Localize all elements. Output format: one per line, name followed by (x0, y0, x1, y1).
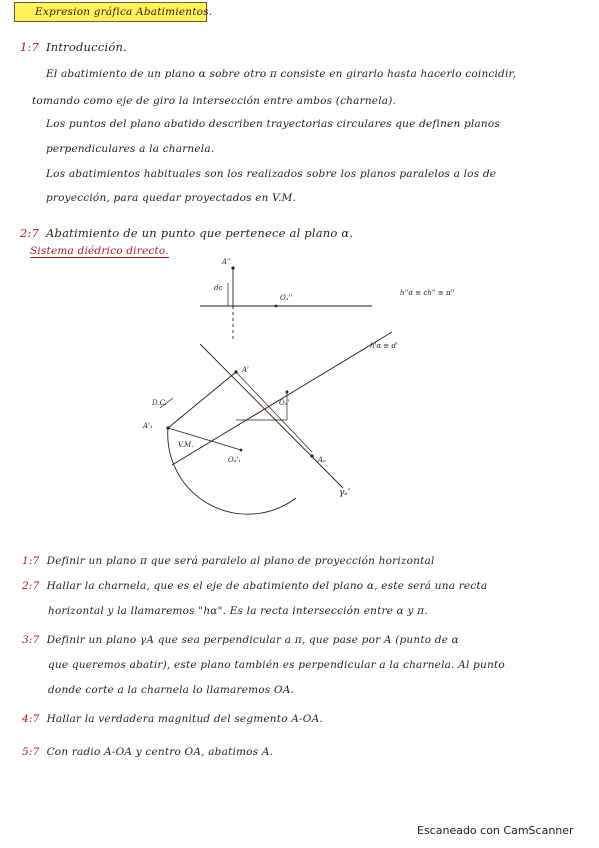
label-charnela-right: h'α ≡ d' (370, 342, 398, 350)
label-gamma: γₐ' (339, 488, 351, 498)
point-oa-prime (286, 391, 289, 394)
point-ao (310, 454, 313, 457)
point-a-abatido (166, 426, 169, 429)
step-4: 4:7 Hallar la verdadera magnitud del segmento A-OA. (22, 713, 323, 725)
scanner-watermark: Escaneado con CamScanner (417, 824, 574, 837)
label-oa-abatido: Oₐ'₁ (228, 456, 242, 464)
step-3-line-3: donde corte a la charnela lo llamaremos OA. (48, 684, 295, 696)
page-title: Expresion gráfica Abatimientos. (35, 6, 213, 18)
label-charnela-top: h''α ≡ ch'' ≡ π'' (400, 289, 455, 297)
a-ao-line (236, 372, 312, 452)
section1-line: Los puntos del plano abatido describen trayectorias circulares que definen planos (46, 118, 500, 130)
label-oa-double-prime: Oₐ'' (280, 294, 293, 302)
point-oa-abatido (240, 449, 243, 452)
label-vm: V.M. (178, 441, 194, 449)
label-a-prime: A' (242, 366, 249, 374)
gamma-plane-line (200, 344, 343, 488)
label-dc-left: D.C. (152, 399, 167, 407)
section1-line: Los abatimientos habituales son los realizados sobre los planos paralelos a los de (46, 168, 497, 180)
section1-line: proyección, para quedar proyectados en V.M. (46, 192, 297, 204)
section1-heading: Introducción. (46, 40, 127, 54)
a-to-abatido-line (168, 372, 236, 428)
point-a-double-prime (231, 266, 234, 269)
section1-line: El abatimiento de un plano α sobre otro π consiste en girarlo hasta hacerlo coincidir, (46, 68, 517, 80)
section1-line: tomando como eje de giro la intersección entre ambos (charnela). (32, 95, 397, 107)
section2-number: 2:7 (20, 226, 40, 240)
step-3: 3:7 Definir un plano γA que sea perpendicular a π, que pase por A (punto de α (22, 634, 459, 646)
step-5: 5:7 Con radio A-OA y centro OA, abatimos A. (22, 746, 274, 758)
label-ao: Aₒ (318, 456, 326, 464)
section2-heading: Abatimiento de un punto que pertenece al plano α. (46, 226, 354, 240)
point-oa-double-prime (275, 305, 278, 308)
point-a-prime (234, 370, 237, 373)
section1-number: 1:7 (20, 40, 40, 54)
label-oa-prime: Oₐ' (279, 399, 290, 407)
step-1: 1:7 Definir un plano π que será paralelo al plano de proyección horizontal (22, 555, 435, 567)
step-2: 2:7 Hallar la charnela, que es el eje de abatimiento del plano α, este será una recta (22, 580, 488, 592)
section2-subheading: Sistema diédrico directo. (30, 245, 169, 257)
step-3-line-2: que queremos abatir), este plano también es perpendicular a la charnela. Al punto (48, 659, 505, 671)
label-a-abatido: A'₁ (143, 422, 153, 430)
section1-line: perpendiculares a la charnela. (46, 143, 215, 155)
step-2-line-2: horizontal y la llamaremos "hα". Es la recta intersección entre α y π. (48, 605, 428, 617)
label-dc: dc (214, 284, 223, 292)
label-a-double-prime: A'' (222, 258, 231, 266)
